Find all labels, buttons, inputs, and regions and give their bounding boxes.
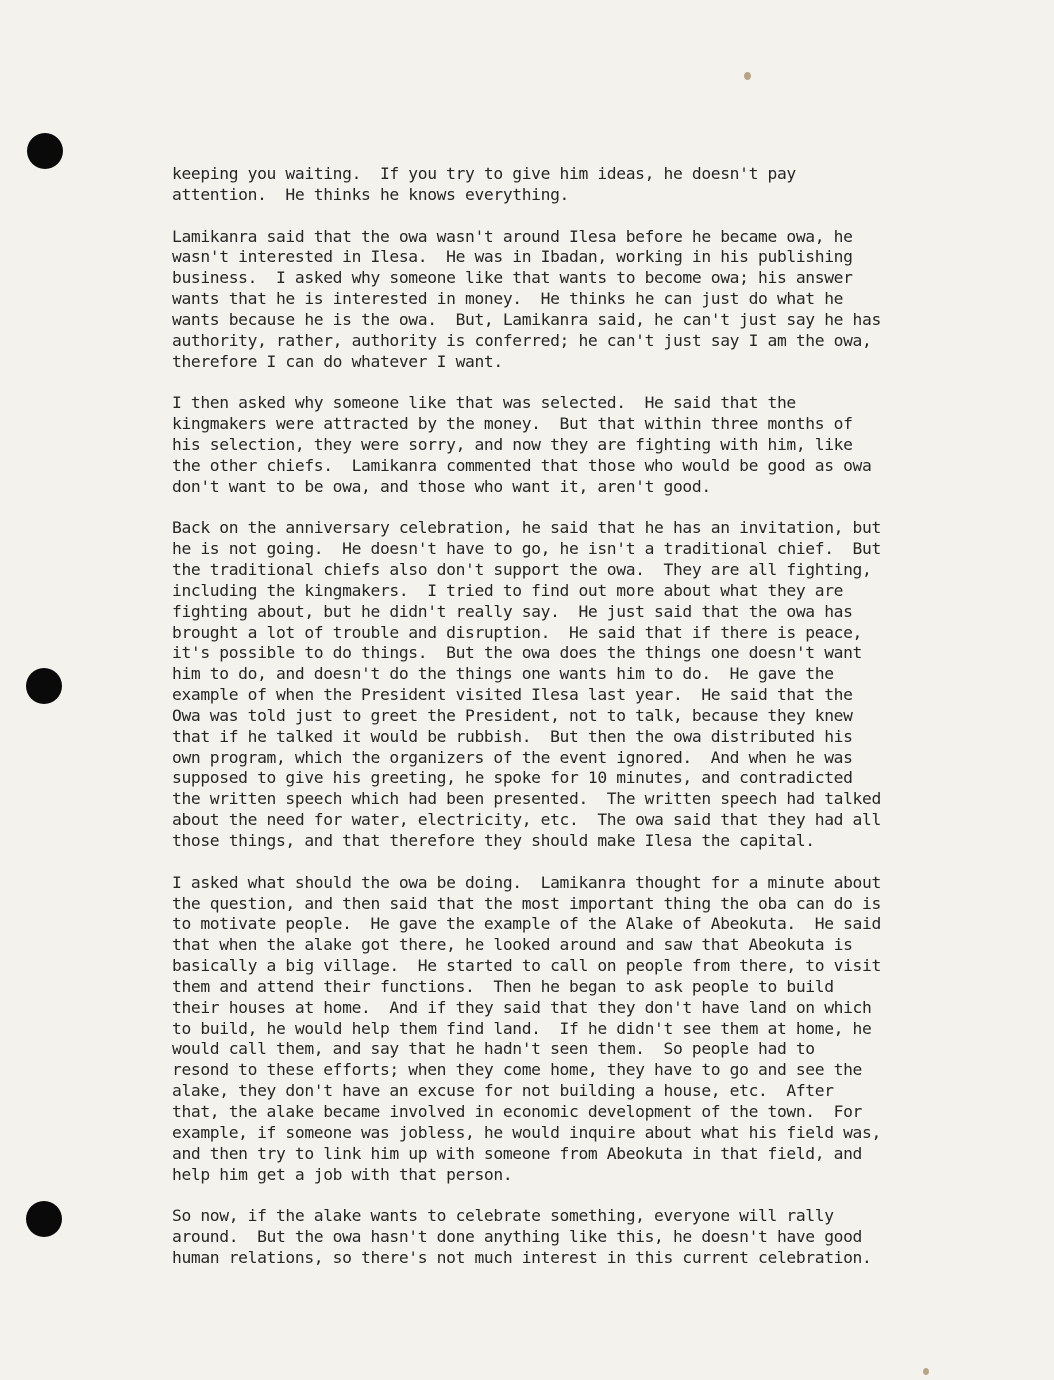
text-line: supposed to give his greeting, he spoke for 10 minutes, and contradicted	[172, 768, 853, 788]
text-line: that if he talked it would be rubbish. But then the owa distributed his	[172, 726, 853, 746]
text-line: example of when the President visited Ilesa last year. He said that the	[172, 685, 853, 705]
text-line: fighting about, but he didn't really say. He just said that the owa has	[172, 601, 853, 621]
punch-hole-middle	[26, 668, 62, 704]
text-line: Lamikanra said that the owa wasn't around Ilesa before he became owa, he	[172, 226, 853, 246]
text-line: the written speech which had been presented. The written speech had talked	[172, 789, 881, 809]
text-line: wasn't interested in Ilesa. He was in Ibadan, working in his publishing	[172, 247, 853, 267]
text-line: human relations, so there's not much interest in this current celebration.	[172, 1247, 872, 1267]
text-line: around. But the owa hasn't done anything like this, he doesn't have good	[172, 1227, 863, 1247]
text-line: therefore I can do whatever I want.	[172, 351, 503, 371]
text-line: the traditional chiefs also don't support the owa. They are all fighting,	[172, 560, 872, 580]
text-line: I asked what should the owa be doing. Lamikanra thought for a minute about	[172, 872, 881, 892]
paragraph-2	[172, 227, 972, 373]
text-line: Owa was told just to greet the President, not to talk, because they knew	[172, 705, 853, 725]
paragraph-6	[172, 1206, 972, 1269]
text-line: attention. He thinks he knows everything.	[172, 184, 569, 204]
text-line: their houses at home. And if they said that they don't have land on which	[172, 997, 872, 1017]
text-line: wants that he is interested in money. He thinks he can just do what he	[172, 289, 844, 309]
text-line: kingmakers were attracted by the money. But that within three months of	[172, 414, 853, 434]
paragraph-4	[172, 518, 972, 852]
paragraph-5	[172, 873, 972, 1186]
text-line: to build, he would help them find land. If he didn't see them at home, he	[172, 1018, 872, 1038]
text-line: I then asked why someone like that was selected. He said that the	[172, 393, 796, 413]
text-line: alake, they don't have an excuse for not building a house, etc. After	[172, 1081, 834, 1101]
text-line: and then try to link him up with someone from Abeokuta in that field, and	[172, 1143, 863, 1163]
text-line: Back on the anniversary celebration, he said that he has an invitation, but	[172, 518, 881, 538]
text-line: help him get a job with that person.	[172, 1164, 513, 1184]
text-line: to motivate people. He gave the example of the Alake of Abeokuta. He said	[172, 914, 881, 934]
punch-hole-top	[27, 133, 63, 169]
text-line: those things, and that therefore they should make Ilesa the capital.	[172, 831, 815, 850]
text-line: the question, and then said that the most important thing the oba can do is	[172, 893, 881, 913]
text-line: brought a lot of trouble and disruption. He said that if there is peace,	[172, 622, 863, 642]
text-line: he is not going. He doesn't have to go, he isn't a traditional chief. But	[172, 539, 881, 559]
text-line: the other chiefs. Lamikanra commented that those who would be good as owa	[172, 455, 872, 475]
text-line: So now, if the alake wants to celebrate something, everyone will rally	[172, 1206, 834, 1226]
text-line: that when the alake got there, he looked around and saw that Abeokuta is	[172, 935, 853, 955]
paragraph-3	[172, 393, 972, 497]
text-line: wants because he is the owa. But, Lamikanra said, he can't just say he has	[172, 309, 881, 329]
text-line: authority, rather, authority is conferred; he can't just say I am the owa,	[172, 330, 872, 350]
paper-speck	[744, 72, 751, 80]
typed-body-text	[172, 164, 972, 1290]
text-line: keeping you waiting. If you try to give him ideas, he doesn't pay	[172, 164, 796, 183]
paper-speck	[923, 1368, 929, 1375]
punch-hole-bottom	[26, 1201, 62, 1237]
text-line: own program, which the organizers of the event ignored. And when he was	[172, 747, 853, 767]
text-line: don't want to be owa, and those who want it, aren't good.	[172, 476, 711, 496]
text-line: basically a big village. He started to call on people from there, to visit	[172, 956, 881, 976]
text-line: business. I asked why someone like that wants to become owa; his answer	[172, 268, 853, 288]
paragraph-1	[172, 164, 972, 206]
text-line: him to do, and doesn't do the things one wants him to do. He gave the	[172, 664, 834, 684]
text-line: his selection, they were sorry, and now they are fighting with him, like	[172, 434, 853, 454]
text-line: about the need for water, electricity, etc. The owa said that they had all	[172, 810, 881, 830]
text-line: would call them, and say that he hadn't seen them. So people had to	[172, 1039, 815, 1059]
text-line: example, if someone was jobless, he would inquire about what his field was,	[172, 1122, 881, 1142]
text-line: them and attend their functions. Then he began to ask people to build	[172, 976, 834, 996]
text-line: it's possible to do things. But the owa does the things one doesn't want	[172, 643, 863, 663]
text-line: including the kingmakers. I tried to find out more about what they are	[172, 580, 844, 600]
text-line: that, the alake became involved in economic development of the town. For	[172, 1101, 863, 1121]
text-line: resond to these efforts; when they come home, they have to go and see the	[172, 1060, 863, 1080]
